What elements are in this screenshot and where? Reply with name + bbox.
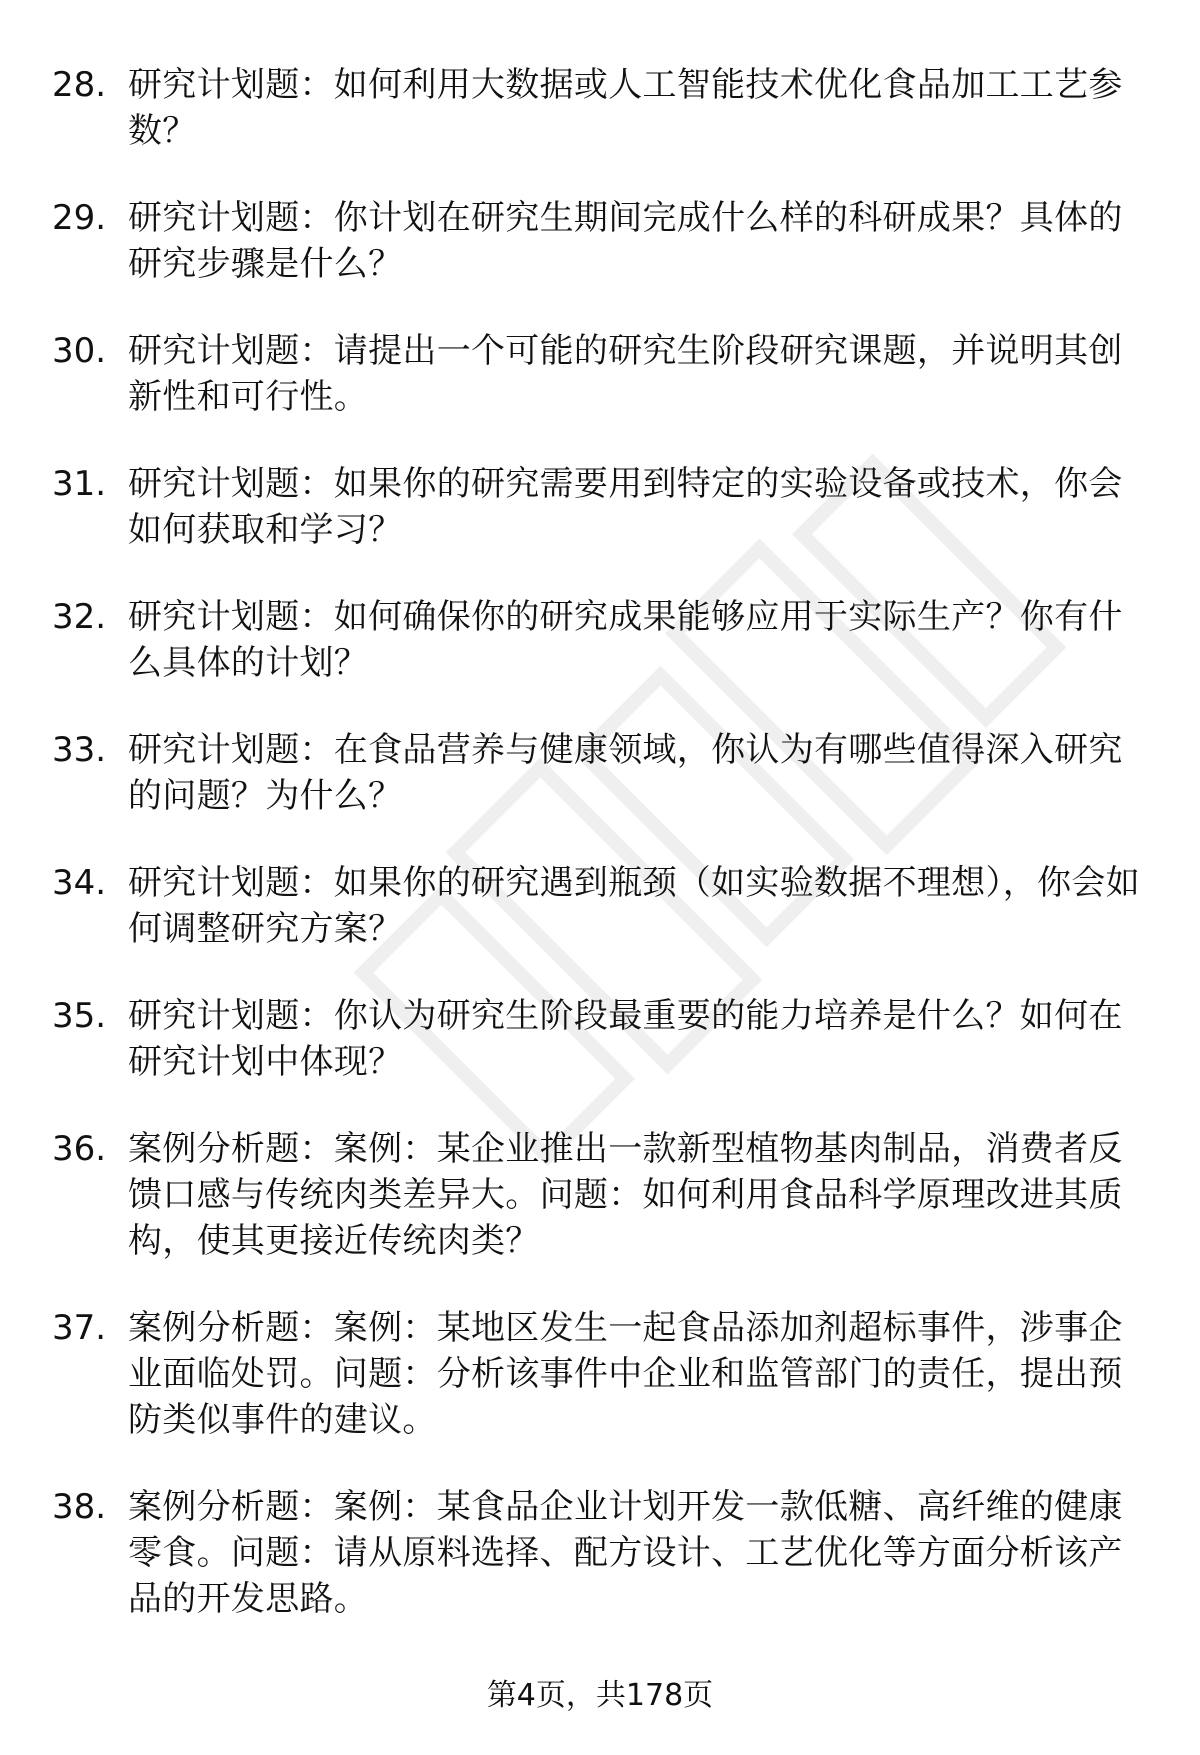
question-list	[52, 62, 1142, 1663]
page-footer: 第4页，共178页	[486, 1678, 714, 1713]
question-text: 案例分析题：案例：某企业推出一款新型植物基肉制品，消费者反馈口感与传统肉类差异大。问题：如何利用食品科学原理改进其质构，使其更接近传统肉类？	[128, 1129, 1123, 1261]
question-number: 31.	[52, 464, 107, 504]
question-item	[52, 993, 1142, 1085]
question-item	[52, 860, 1142, 952]
question-item	[52, 461, 1142, 553]
question-number: 28.	[52, 65, 107, 105]
question-text: 研究计划题：你计划在研究生期间完成什么样的科研成果？具体的研究步骤是什么？	[128, 198, 1123, 284]
question-item	[52, 62, 1142, 154]
question-text: 研究计划题：如果你的研究遇到瓶颈（如实验数据不理想），你会如何调整研究方案？	[128, 863, 1140, 949]
question-number: 29.	[52, 198, 107, 238]
question-text: 案例分析题：案例：某食品企业计划开发一款低糖、高纤维的健康零食。问题：请从原料选择、配方设计、工艺优化等方面分析该产品的开发思路。	[128, 1487, 1123, 1619]
question-item	[52, 328, 1142, 420]
question-text: 案例分析题：案例：某地区发生一起食品添加剂超标事件，涉事企业面临处罚。问题：分析该事件中企业和监管部门的责任，提出预防类似事件的建议。	[128, 1308, 1123, 1440]
question-item	[52, 195, 1142, 287]
question-item	[52, 594, 1142, 686]
question-item	[52, 1484, 1142, 1622]
question-number: 38.	[52, 1487, 107, 1527]
question-number: 36.	[52, 1129, 107, 1169]
question-item	[52, 1305, 1142, 1443]
question-text: 研究计划题：请提出一个可能的研究生阶段研究课题，并说明其创新性和可行性。	[128, 331, 1123, 417]
question-number: 34.	[52, 863, 107, 903]
question-number: 37.	[52, 1308, 107, 1348]
question-text: 研究计划题：如何确保你的研究成果能够应用于实际生产？你有什么具体的计划？	[128, 597, 1123, 683]
question-number: 33.	[52, 730, 107, 770]
question-number: 32.	[52, 597, 107, 637]
question-item	[52, 1126, 1142, 1264]
question-item	[52, 727, 1142, 819]
question-text: 研究计划题：在食品营养与健康领域，你认为有哪些值得深入研究的问题？为什么？	[128, 730, 1123, 816]
question-number: 30.	[52, 331, 107, 371]
question-text: 研究计划题：你认为研究生阶段最重要的能力培养是什么？如何在研究计划中体现？	[128, 996, 1123, 1082]
question-text: 研究计划题：如果你的研究需要用到特定的实验设备或技术，你会如何获取和学习？	[128, 464, 1123, 550]
question-text: 研究计划题：如何利用大数据或人工智能技术优化食品加工工艺参数？	[128, 65, 1123, 151]
question-number: 35.	[52, 996, 107, 1036]
